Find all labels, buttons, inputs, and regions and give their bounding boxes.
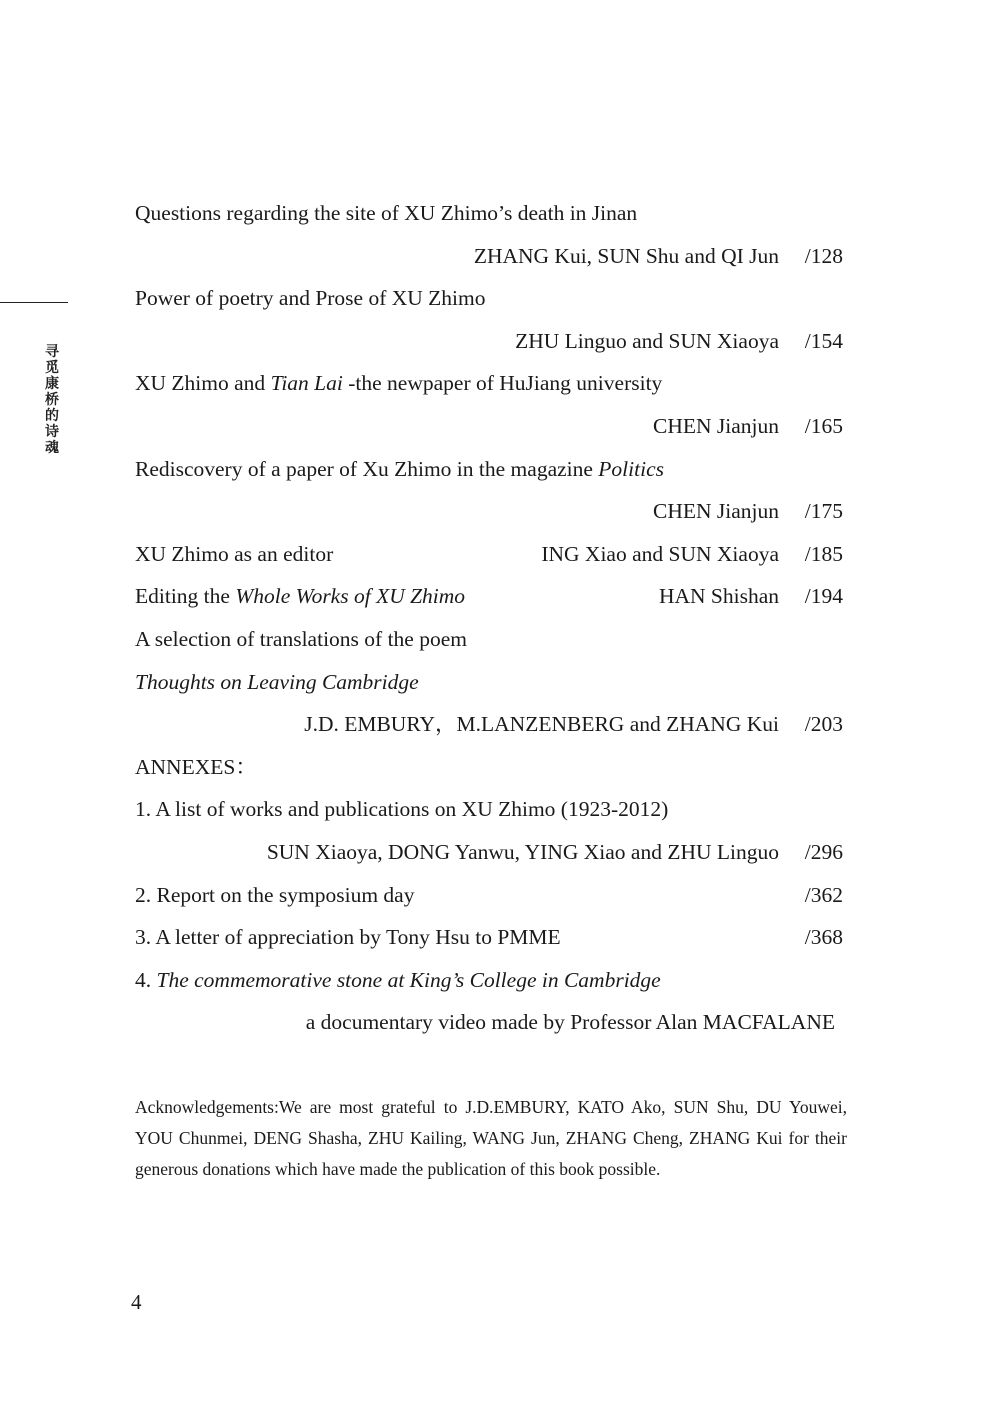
annex-entry-title	[135, 788, 847, 831]
entry-page: /128	[804, 243, 843, 268]
annexes-heading: ANNEXES：	[135, 754, 257, 779]
annexes-heading-line	[135, 746, 847, 789]
entry-page: /203	[804, 712, 843, 737]
annex-subtitle: a documentary video made by Professor Alan MACFALANE	[305, 1010, 835, 1035]
toc-entry-title	[135, 362, 847, 405]
toc-entry	[135, 575, 847, 618]
annex-entry-title	[135, 959, 847, 1002]
entry-authors: ZHANG Kui, SUN Shu and QI Jun	[473, 243, 779, 268]
entry-authors: ZHU Linguo and SUN Xiaoya	[515, 328, 779, 353]
toc-entry-authors	[135, 235, 847, 278]
entry-page: /175	[804, 499, 843, 524]
entry-page: /165	[804, 413, 843, 438]
entry-authors: CHEN Jianjun	[652, 499, 779, 524]
entry-title: XU Zhimo as an editor	[135, 541, 334, 566]
entry-page: /194	[804, 584, 843, 609]
title-italic-part: Tian Lai	[270, 371, 343, 396]
entry-title: Power of poetry and Prose of XU Zhimo	[135, 286, 486, 311]
entry-title	[135, 448, 664, 491]
annex-title: 2. Report on the symposium day	[135, 882, 415, 907]
title-part: -the newpaper of HuJiang university	[342, 371, 663, 396]
title-italic-part: Whole Works of XU Zhimo	[235, 584, 466, 609]
entry-authors: CHEN Jianjun	[652, 413, 779, 438]
toc-entry-title	[135, 661, 847, 704]
annex-entry-authors	[135, 831, 847, 874]
entry-title: Questions regarding the site of XU Zhimo’s death in Jinan	[135, 201, 638, 225]
toc-entry-authors	[135, 703, 847, 746]
entry-title: A selection of translations of the poem	[135, 626, 467, 651]
annex-entry	[135, 874, 847, 917]
entry-page: /185	[804, 541, 843, 566]
annex-page: /296	[804, 839, 843, 864]
annex-title: 3. A letter of appreciation by Tony Hsu to PMME	[135, 925, 561, 950]
margin-rule	[0, 302, 68, 303]
annex-title: 1. A list of works and publications on XU Zhimo (1923-2012)	[135, 797, 669, 822]
toc-entry-authors	[135, 490, 847, 533]
annex-number: 4.	[135, 967, 157, 992]
annex-page: /368	[804, 925, 843, 950]
title-part: XU Zhimo and	[135, 371, 271, 396]
toc-entry-title	[135, 448, 847, 491]
title-part: Editing the	[135, 584, 236, 609]
acknowledgements: Acknowledgements:We are most grateful to J.D.EMBURY, KATO Ako, SUN Shu, DU Youwei, YOU Chunmei, DENG Shasha, ZHU Kailing, WANG Jun, ZHANG Cheng, ZHANG Kui for their generous donations which have made the publication of this book possible.	[135, 1097, 847, 1179]
toc-entry-title	[135, 277, 847, 320]
title-part: Rediscovery of a paper of Xu Zhimo in the magazine	[135, 456, 599, 481]
annex-authors: SUN Xiaoya, DONG Yanwu, YING Xiao and ZHU Linguo	[266, 839, 779, 864]
annex-page: /362	[804, 882, 843, 907]
entry-page: /154	[804, 328, 843, 353]
annex-title-italic: The commemorative stone at King’s College in Cambridge	[156, 967, 661, 992]
entry-title	[135, 362, 662, 405]
page-number: 4	[131, 1290, 142, 1314]
toc-entry	[135, 533, 847, 576]
entry-authors: HAN Shishan	[658, 584, 779, 609]
entry-title-italic: Thoughts on Leaving Cambridge	[135, 669, 419, 694]
title-italic-part: Politics	[598, 456, 664, 481]
entry-authors: ING Xiao and SUN Xiaoya	[541, 541, 779, 566]
entry-authors: J.D. EMBURY，M.LANZENBERG and ZHANG Kui	[304, 712, 779, 737]
annex-title	[135, 959, 661, 1002]
toc-entry-title	[135, 618, 847, 661]
annex-entry-subtitle	[135, 1001, 847, 1044]
toc-entry-title	[135, 192, 847, 235]
toc-entry-authors	[135, 320, 847, 363]
entry-title	[135, 575, 465, 618]
running-title-vertical: 寻觅康桥的诗魂	[45, 344, 59, 456]
table-of-contents	[135, 192, 847, 1044]
toc-entry-authors	[135, 405, 847, 448]
annex-entry	[135, 916, 847, 959]
